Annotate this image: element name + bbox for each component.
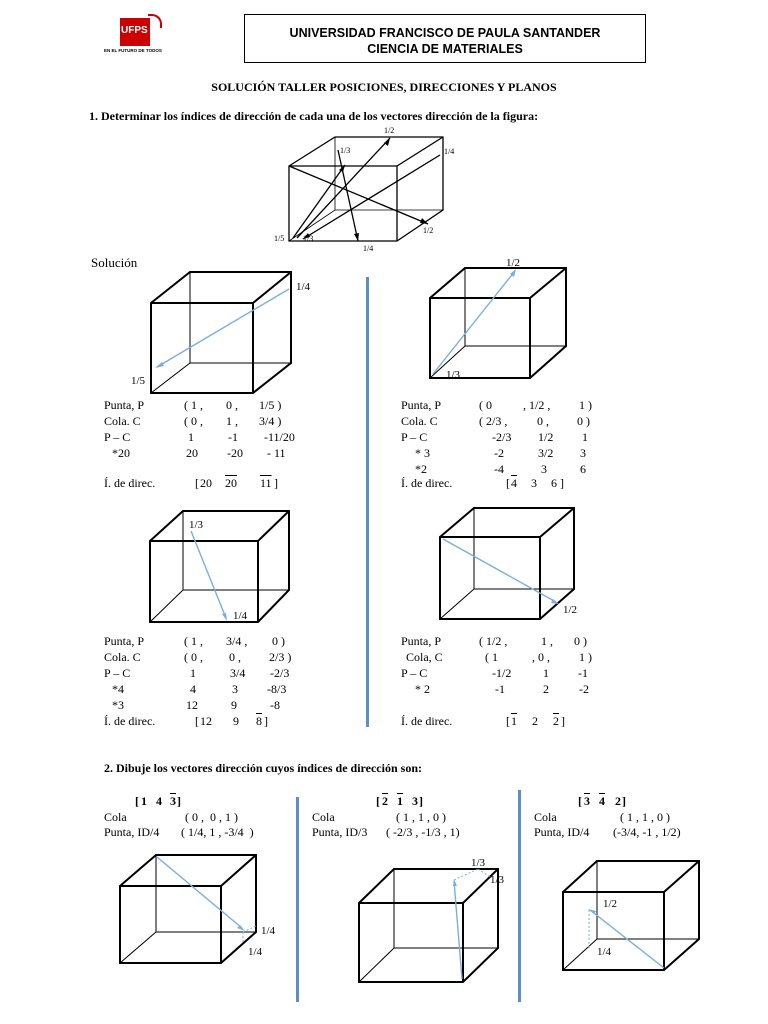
q1-label-14b: 1/4 (363, 244, 374, 253)
q1-label-14: 1/4 (444, 147, 455, 156)
block1-index-row: Í. de direc. [ 20 20 11 ] (104, 476, 278, 490)
block2-index-row: Í. de direc. [ 4 3 6 ] (401, 476, 564, 490)
block4-row-cola: Cola, C ( 1 , 0 , 1 ) (406, 650, 592, 664)
block1-bracket-open: [ (195, 476, 199, 490)
bracket-close: ] (419, 794, 423, 808)
solucion-label: Solución (91, 255, 138, 270)
block1-bracket-close: ] (274, 476, 278, 490)
block2-label-a: 1/2 (506, 257, 521, 269)
q2-item1-cola: Cola ( 0 , 0 , 1 ) (104, 810, 238, 824)
block3-row-cola: Cola. C ( 0 , 0 , 2/3 ) (104, 650, 292, 664)
bracket-close: ] (622, 794, 626, 808)
q2-item3-cola: Cola ( 1 , 1 , 0 ) (534, 810, 670, 824)
block3-row-pc: P – C 1 3/4 -2/3 (104, 666, 290, 680)
block1-row-mult: *20 20 -20 - 11 (112, 446, 286, 460)
block1-row-pc: P – C 1 -1 -11/20 (104, 430, 295, 444)
q2-item2-punta: Punta, ID/3 ( -2/3 , -1/3 , 1) (312, 825, 460, 839)
q1-text: 1. Determinar los índices de dirección de cada una de los vectores dirección de la figura: (89, 109, 539, 123)
block2-row-mult3: * 3 -2 3/2 3 (415, 446, 586, 460)
q1-label-13b: 1/3 (303, 234, 314, 243)
block2-row-pc: P – C -2/3 1/2 1 (401, 430, 588, 444)
block2-row-cola: Cola. C ( 2/3 , 0 , 0 ) (401, 414, 590, 428)
logo-slogan: EN EL FUTURO DE TODOS (104, 48, 162, 53)
block3-row-punta: Punta, P ( 1 , 3/4 , 0 ) (104, 634, 285, 648)
q2-item1-index: [ 1 4 3 ] (135, 794, 181, 808)
block1-label-a: 1/4 (296, 281, 311, 293)
q1-label-15: 1/5 (274, 234, 285, 243)
q2-item3-index: [ 3 4 2 ] (578, 794, 626, 808)
block2-label-b: 1/3 (446, 369, 461, 381)
q2-cube1-label-a: 1/4 (261, 925, 276, 937)
q1-label-12: 1/2 (423, 226, 434, 235)
block4-row-pc: P – C -1/2 1 -1 (401, 666, 588, 680)
block4-row-mult2: * 2 -1 2 -2 (415, 682, 589, 696)
q2-item2-cola: Cola ( 1 , 1 , 0 ) (312, 810, 446, 824)
block4-bracket-close: ] (561, 714, 565, 728)
block4-index-row: Í. de direc. [ 1 2 2 ] (401, 714, 565, 728)
q1-label-top: 1/2 (384, 126, 395, 135)
block2-row-punta: Punta, P ( 0 , 1/2 , 1 ) (401, 398, 592, 412)
q2-cube2-label-b: 1/3 (490, 874, 505, 886)
block3-index-row: Í. de direc. [ 12 9 8 ] (104, 714, 268, 728)
block1-row-punta: Punta, P ( 1 , 0 , 1/5 ) (104, 398, 282, 412)
q2-cube2-label-a: 1/3 (471, 857, 486, 869)
block3-bracket-open: [ (195, 714, 199, 728)
course-name: CIENCIA DE MATERIALES (367, 42, 523, 56)
logo-text: UFPS (121, 25, 148, 36)
block3-label-b: 1/4 (233, 610, 248, 622)
block4-row-punta: Punta, P ( 1/2 , 1 , 0 ) (401, 634, 587, 648)
block3-row-mult4: *4 4 3 -8/3 (112, 682, 287, 696)
block4-label-a: 1/2 (563, 604, 578, 616)
q2-cube1-label-b: 1/4 (248, 946, 263, 958)
block1-label-b: 1/5 (131, 375, 146, 387)
university-name: UNIVERSIDAD FRANCISCO DE PAULA SANTANDER (289, 26, 601, 40)
bracket-open: [ (578, 794, 582, 808)
block4-bracket-open: [ (506, 714, 510, 728)
q2-cube3-label-b: 1/4 (597, 946, 612, 958)
block2-bracket-open: [ (506, 476, 510, 490)
block3-bracket-close: ] (264, 714, 268, 728)
page-title: SOLUCIÓN TALLER POSICIONES, DIRECCIONES Y PLANOS (211, 80, 557, 94)
bracket-open: [ (135, 794, 139, 808)
bracket-close: ] (177, 794, 181, 808)
q2-item1-punta: Punta, ID/4 ( 1/4, 1 , -3/4 ) (104, 825, 254, 839)
block1-row-cola: Cola. C ( 0 , 1 , 3/4 ) (104, 414, 282, 428)
bracket-open: [ (376, 794, 380, 808)
q1-label-13: 1/3 (340, 146, 351, 155)
block2-row-mult2: *2 -4 3 6 (415, 462, 586, 476)
q2-text: 2. Dibuje los vectores dirección cuyos índices de dirección son: (104, 761, 422, 775)
q2-cube3-label-a: 1/2 (603, 898, 618, 910)
q2-item3-punta: Punta, ID/4 (-3/4, -1 , 1/2) (534, 825, 681, 839)
block2-bracket-close: ] (560, 476, 564, 490)
block3-row-mult3: *3 12 9 -8 (112, 698, 280, 712)
q2-item2-index: [ 2 1 3 ] (376, 794, 423, 808)
block3-label-a: 1/3 (189, 519, 204, 531)
